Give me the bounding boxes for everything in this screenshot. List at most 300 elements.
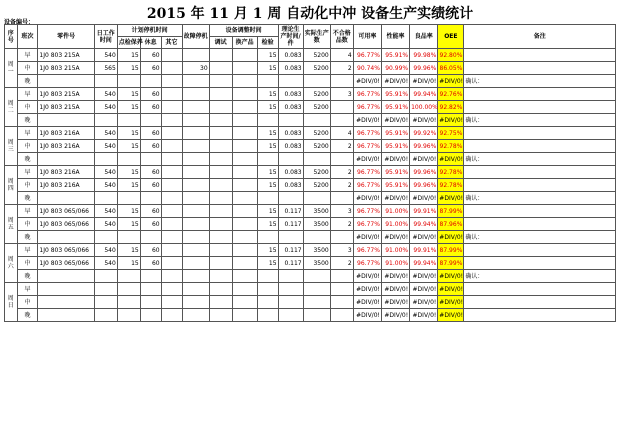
check-time-cell: 15: [117, 127, 140, 140]
table-row: [5, 49, 616, 62]
change-time-cell: [232, 62, 257, 75]
debug-time-cell: [209, 88, 232, 101]
table-row: [5, 62, 616, 75]
work-time-cell: 540: [94, 49, 117, 62]
header-debug: 调试: [209, 37, 232, 49]
quality-rate-cell: 99.92%: [410, 127, 438, 140]
actual-count-cell: 3500: [303, 244, 330, 257]
oee-cell: #DIV/0!: [438, 309, 464, 322]
debug-time-cell: [209, 179, 232, 192]
shift-cell: 晚: [17, 114, 38, 127]
fault-time-cell: [182, 153, 209, 166]
header-seq: 序号: [5, 25, 18, 49]
rest-time-cell: [140, 231, 161, 244]
performance-cell: #DIV/0!: [381, 153, 409, 166]
fault-time-cell: [182, 75, 209, 88]
oee-cell: #DIV/0!: [438, 192, 464, 205]
inspect-time-cell: 15: [257, 244, 278, 257]
table-row: [5, 257, 616, 270]
inspect-time-cell: [257, 192, 278, 205]
debug-time-cell: [209, 257, 232, 270]
defect-count-cell: [330, 192, 353, 205]
shift-cell: 晚: [17, 75, 38, 88]
header-shift: 班次: [17, 25, 38, 49]
rest-time-cell: [140, 283, 161, 296]
other-time-cell: [161, 127, 182, 140]
check-time-cell: 15: [117, 205, 140, 218]
performance-cell: #DIV/0!: [381, 231, 409, 244]
shift-cell: 早: [17, 166, 38, 179]
work-time-cell: 540: [94, 166, 117, 179]
rest-time-cell: 60: [140, 179, 161, 192]
performance-cell: 91.00%: [381, 257, 409, 270]
debug-time-cell: [209, 270, 232, 283]
remark-cell: [464, 140, 616, 153]
part-number-cell: 1J0 803 065/066: [38, 218, 94, 231]
quality-rate-cell: #DIV/0!: [410, 309, 438, 322]
theory-time-cell: 0.083: [278, 49, 303, 62]
header-rest: 休息: [140, 37, 161, 49]
remark-cell: [464, 62, 616, 75]
availability-cell: 96.77%: [353, 205, 381, 218]
change-time-cell: [232, 153, 257, 166]
oee-cell: 92.78%: [438, 179, 464, 192]
theory-time-cell: [278, 309, 303, 322]
rest-time-cell: [140, 114, 161, 127]
debug-time-cell: [209, 153, 232, 166]
quality-rate-cell: 99.94%: [410, 257, 438, 270]
performance-cell: #DIV/0!: [381, 296, 409, 309]
theory-time-cell: [278, 153, 303, 166]
theory-time-cell: 0.117: [278, 257, 303, 270]
change-time-cell: [232, 127, 257, 140]
oee-cell: #DIV/0!: [438, 283, 464, 296]
work-time-cell: 540: [94, 257, 117, 270]
fault-time-cell: [182, 179, 209, 192]
table-row: [5, 101, 616, 114]
table-row: [5, 179, 616, 192]
performance-cell: 95.91%: [381, 88, 409, 101]
work-time-cell: [94, 296, 117, 309]
quality-rate-cell: 99.94%: [410, 88, 438, 101]
other-time-cell: [161, 88, 182, 101]
availability-cell: 96.77%: [353, 244, 381, 257]
work-time-cell: [94, 231, 117, 244]
defect-count-cell: [330, 75, 353, 88]
part-number-cell: 1J0 803 216A: [38, 127, 94, 140]
shift-cell: 早: [17, 283, 38, 296]
shift-cell: 早: [17, 244, 38, 257]
inspect-time-cell: [257, 231, 278, 244]
availability-cell: #DIV/0!: [353, 309, 381, 322]
table-row: [5, 218, 616, 231]
defect-count-cell: [330, 270, 353, 283]
change-time-cell: [232, 75, 257, 88]
inspect-time-cell: 15: [257, 179, 278, 192]
other-time-cell: [161, 231, 182, 244]
oee-cell: 86.05%: [438, 62, 464, 75]
availability-cell: #DIV/0!: [353, 75, 381, 88]
header-defect: 不合格品数: [330, 25, 353, 49]
performance-cell: 95.91%: [381, 127, 409, 140]
actual-count-cell: 3500: [303, 218, 330, 231]
check-time-cell: 15: [117, 257, 140, 270]
fault-time-cell: [182, 49, 209, 62]
defect-count-cell: [330, 231, 353, 244]
availability-cell: 96.77%: [353, 101, 381, 114]
performance-cell: #DIV/0!: [381, 75, 409, 88]
production-table: [4, 24, 616, 322]
defect-count-cell: 2: [330, 140, 353, 153]
rest-time-cell: 60: [140, 218, 161, 231]
oee-cell: #DIV/0!: [438, 114, 464, 127]
table-row: [5, 231, 616, 244]
work-time-cell: 565: [94, 62, 117, 75]
part-number-cell: 1J0 803 216A: [38, 140, 94, 153]
remark-cell: [464, 88, 616, 101]
part-number-cell: [38, 75, 94, 88]
remark-cell: [464, 244, 616, 257]
fault-time-cell: [182, 244, 209, 257]
header-inspect: 检验: [257, 37, 278, 49]
header-actual: 实际生产数: [303, 25, 330, 49]
actual-count-cell: 3500: [303, 205, 330, 218]
oee-cell: 87.96%: [438, 218, 464, 231]
day-label: 周四: [5, 166, 18, 205]
table-row: [5, 140, 616, 153]
actual-count-cell: 3500: [303, 257, 330, 270]
theory-time-cell: [278, 192, 303, 205]
theory-time-cell: 0.083: [278, 101, 303, 114]
actual-count-cell: 5200: [303, 179, 330, 192]
oee-cell: 87.99%: [438, 205, 464, 218]
inspect-time-cell: [257, 309, 278, 322]
change-time-cell: [232, 218, 257, 231]
header-plan-stop: 计划停机时间: [117, 25, 182, 37]
actual-count-cell: [303, 192, 330, 205]
check-time-cell: [117, 296, 140, 309]
remark-cell: 确认：: [464, 270, 616, 283]
change-time-cell: [232, 283, 257, 296]
actual-count-cell: [303, 296, 330, 309]
actual-count-cell: [303, 75, 330, 88]
oee-cell: 92.78%: [438, 166, 464, 179]
rest-time-cell: 60: [140, 205, 161, 218]
defect-count-cell: [330, 283, 353, 296]
actual-count-cell: [303, 231, 330, 244]
theory-time-cell: 0.117: [278, 218, 303, 231]
defect-count-cell: [330, 153, 353, 166]
rest-time-cell: 60: [140, 140, 161, 153]
debug-time-cell: [209, 166, 232, 179]
check-time-cell: 15: [117, 88, 140, 101]
header-work-time: 日工作时间: [94, 25, 117, 49]
inspect-time-cell: [257, 75, 278, 88]
fault-time-cell: [182, 101, 209, 114]
equipment-label: 设备编号：: [4, 19, 35, 26]
check-time-cell: 15: [117, 101, 140, 114]
header-part: 零件号: [38, 25, 94, 49]
part-number-cell: 1J0 803 215A: [38, 62, 94, 75]
debug-time-cell: [209, 140, 232, 153]
remark-cell: 确认：: [464, 231, 616, 244]
table-row: [5, 296, 616, 309]
debug-time-cell: [209, 127, 232, 140]
debug-time-cell: [209, 101, 232, 114]
change-time-cell: [232, 140, 257, 153]
table-row: [5, 75, 616, 88]
quality-rate-cell: 99.98%: [410, 49, 438, 62]
defect-count-cell: 2: [330, 62, 353, 75]
defect-count-cell: [330, 101, 353, 114]
other-time-cell: [161, 192, 182, 205]
fault-time-cell: [182, 257, 209, 270]
part-number-cell: [38, 192, 94, 205]
remark-cell: 确认：: [464, 114, 616, 127]
part-number-cell: [38, 114, 94, 127]
inspect-time-cell: [257, 283, 278, 296]
inspect-time-cell: 15: [257, 205, 278, 218]
shift-cell: 早: [17, 205, 38, 218]
work-time-cell: 540: [94, 101, 117, 114]
fault-time-cell: [182, 192, 209, 205]
oee-cell: 92.76%: [438, 88, 464, 101]
change-time-cell: [232, 179, 257, 192]
change-time-cell: [232, 296, 257, 309]
performance-cell: #DIV/0!: [381, 283, 409, 296]
actual-count-cell: [303, 283, 330, 296]
other-time-cell: [161, 101, 182, 114]
part-number-cell: 1J0 803 215A: [38, 88, 94, 101]
check-time-cell: [117, 283, 140, 296]
debug-time-cell: [209, 114, 232, 127]
work-time-cell: 540: [94, 127, 117, 140]
shift-cell: 早: [17, 49, 38, 62]
check-time-cell: [117, 270, 140, 283]
change-time-cell: [232, 309, 257, 322]
defect-count-cell: 2: [330, 257, 353, 270]
remark-cell: [464, 309, 616, 322]
availability-cell: 96.77%: [353, 127, 381, 140]
part-number-cell: 1J0 803 216A: [38, 179, 94, 192]
work-time-cell: [94, 309, 117, 322]
other-time-cell: [161, 166, 182, 179]
work-time-cell: 540: [94, 205, 117, 218]
other-time-cell: [161, 62, 182, 75]
part-number-cell: [38, 296, 94, 309]
change-time-cell: [232, 166, 257, 179]
oee-cell: 92.78%: [438, 140, 464, 153]
check-time-cell: 15: [117, 244, 140, 257]
header-remark: 备注: [464, 25, 616, 49]
actual-count-cell: [303, 309, 330, 322]
fault-time-cell: [182, 309, 209, 322]
remark-cell: 确认：: [464, 192, 616, 205]
theory-time-cell: [278, 296, 303, 309]
defect-count-cell: 3: [330, 88, 353, 101]
performance-cell: 95.91%: [381, 101, 409, 114]
defect-count-cell: 3: [330, 205, 353, 218]
fault-time-cell: [182, 231, 209, 244]
oee-cell: 92.82%: [438, 101, 464, 114]
part-number-cell: 1J0 803 065/066: [38, 205, 94, 218]
quality-rate-cell: #DIV/0!: [410, 153, 438, 166]
check-time-cell: [117, 192, 140, 205]
other-time-cell: [161, 153, 182, 166]
work-time-cell: [94, 75, 117, 88]
check-time-cell: [117, 231, 140, 244]
inspect-time-cell: [257, 296, 278, 309]
remark-cell: [464, 179, 616, 192]
defect-count-cell: [330, 114, 353, 127]
availability-cell: 96.77%: [353, 166, 381, 179]
inspect-time-cell: 15: [257, 127, 278, 140]
shift-cell: 中: [17, 296, 38, 309]
theory-time-cell: 0.083: [278, 127, 303, 140]
change-time-cell: [232, 244, 257, 257]
work-time-cell: 540: [94, 179, 117, 192]
theory-time-cell: 0.083: [278, 88, 303, 101]
remark-cell: 确认：: [464, 75, 616, 88]
part-number-cell: [38, 231, 94, 244]
debug-time-cell: [209, 205, 232, 218]
change-time-cell: [232, 114, 257, 127]
work-time-cell: [94, 192, 117, 205]
fault-time-cell: [182, 205, 209, 218]
other-time-cell: [161, 296, 182, 309]
theory-time-cell: [278, 283, 303, 296]
other-time-cell: [161, 218, 182, 231]
shift-cell: 晚: [17, 309, 38, 322]
table-row: [5, 166, 616, 179]
quality-rate-cell: #DIV/0!: [410, 270, 438, 283]
change-time-cell: [232, 257, 257, 270]
change-time-cell: [232, 88, 257, 101]
defect-count-cell: 2: [330, 218, 353, 231]
performance-cell: #DIV/0!: [381, 192, 409, 205]
shift-cell: 中: [17, 140, 38, 153]
other-time-cell: [161, 49, 182, 62]
other-time-cell: [161, 75, 182, 88]
check-time-cell: 15: [117, 166, 140, 179]
availability-cell: 96.77%: [353, 140, 381, 153]
rest-time-cell: 60: [140, 244, 161, 257]
table-row: [5, 244, 616, 257]
defect-count-cell: [330, 296, 353, 309]
availability-cell: 96.77%: [353, 257, 381, 270]
theory-time-cell: 0.117: [278, 205, 303, 218]
header-other: 其它: [161, 37, 182, 49]
oee-cell: 87.99%: [438, 244, 464, 257]
quality-rate-cell: 99.91%: [410, 244, 438, 257]
availability-cell: #DIV/0!: [353, 114, 381, 127]
fault-time-cell: [182, 283, 209, 296]
table-row: [5, 114, 616, 127]
work-time-cell: 540: [94, 218, 117, 231]
defect-count-cell: 2: [330, 166, 353, 179]
quality-rate-cell: 100.00%: [410, 101, 438, 114]
check-time-cell: 15: [117, 62, 140, 75]
availability-cell: #DIV/0!: [353, 283, 381, 296]
availability-cell: 96.77%: [353, 49, 381, 62]
work-time-cell: 540: [94, 140, 117, 153]
table-row: [5, 205, 616, 218]
performance-cell: 91.00%: [381, 218, 409, 231]
inspect-time-cell: 15: [257, 218, 278, 231]
debug-time-cell: [209, 192, 232, 205]
oee-cell: #DIV/0!: [438, 270, 464, 283]
inspect-time-cell: 15: [257, 62, 278, 75]
theory-time-cell: 0.083: [278, 179, 303, 192]
other-time-cell: [161, 309, 182, 322]
actual-count-cell: 5200: [303, 62, 330, 75]
defect-count-cell: 3: [330, 244, 353, 257]
header-check: 点检保养: [117, 37, 140, 49]
day-label: 周二: [5, 88, 18, 127]
defect-count-cell: 2: [330, 179, 353, 192]
check-time-cell: 15: [117, 179, 140, 192]
inspect-time-cell: 15: [257, 101, 278, 114]
table-row: [5, 127, 616, 140]
actual-count-cell: 5200: [303, 166, 330, 179]
part-number-cell: 1J0 803 065/066: [38, 244, 94, 257]
table-row: [5, 283, 616, 296]
rest-time-cell: [140, 309, 161, 322]
rest-time-cell: 60: [140, 257, 161, 270]
part-number-cell: 1J0 803 215A: [38, 49, 94, 62]
part-number-cell: 1J0 803 215A: [38, 101, 94, 114]
other-time-cell: [161, 283, 182, 296]
day-label: 周五: [5, 205, 18, 244]
rest-time-cell: [140, 192, 161, 205]
inspect-time-cell: 15: [257, 88, 278, 101]
fault-time-cell: [182, 218, 209, 231]
theory-time-cell: [278, 75, 303, 88]
actual-count-cell: 5200: [303, 88, 330, 101]
table-row: [5, 88, 616, 101]
oee-cell: 92.80%: [438, 49, 464, 62]
quality-rate-cell: 99.96%: [410, 179, 438, 192]
actual-count-cell: 5200: [303, 49, 330, 62]
change-time-cell: [232, 192, 257, 205]
oee-cell: #DIV/0!: [438, 153, 464, 166]
other-time-cell: [161, 257, 182, 270]
shift-cell: 晚: [17, 270, 38, 283]
inspect-time-cell: 15: [257, 257, 278, 270]
header-adjust: 设备调整时间: [209, 25, 278, 37]
remark-cell: [464, 283, 616, 296]
table-row: [5, 270, 616, 283]
inspect-time-cell: 15: [257, 140, 278, 153]
other-time-cell: [161, 179, 182, 192]
remark-cell: [464, 218, 616, 231]
performance-cell: #DIV/0!: [381, 309, 409, 322]
change-time-cell: [232, 101, 257, 114]
remark-cell: [464, 296, 616, 309]
rest-time-cell: 60: [140, 49, 161, 62]
oee-cell: 87.99%: [438, 257, 464, 270]
performance-cell: 90.99%: [381, 62, 409, 75]
header-oee: OEE: [438, 25, 464, 49]
table-row: [5, 153, 616, 166]
oee-cell: #DIV/0!: [438, 231, 464, 244]
shift-cell: 中: [17, 62, 38, 75]
performance-cell: 95.91%: [381, 49, 409, 62]
fault-time-cell: [182, 88, 209, 101]
availability-cell: #DIV/0!: [353, 231, 381, 244]
availability-cell: #DIV/0!: [353, 153, 381, 166]
rest-time-cell: 60: [140, 166, 161, 179]
